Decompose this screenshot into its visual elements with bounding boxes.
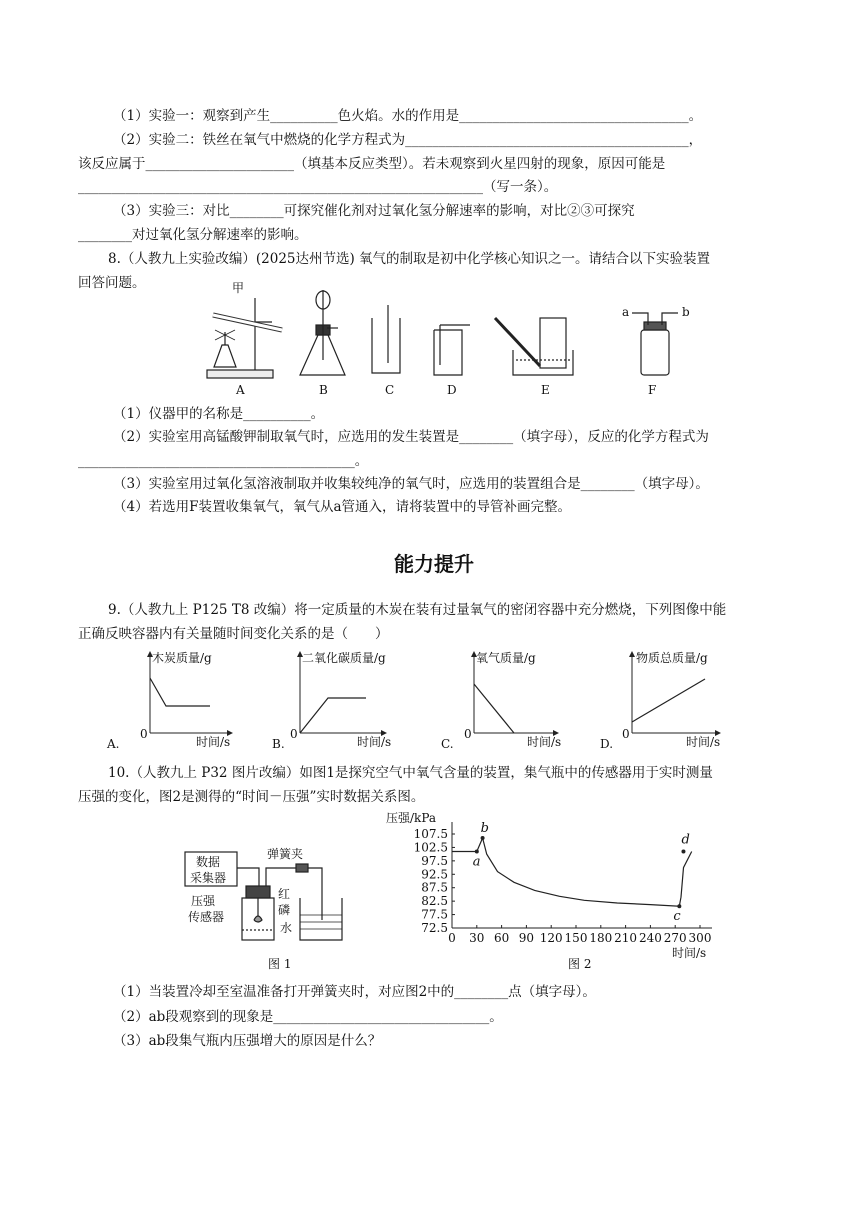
graph-d-xlabel: 时间/s [686,735,721,749]
q10-line1: 10.（人教九上 P32 图片改编）如图1是探究空气中氧气含量的装置，集气瓶中的传感器用于实时测量 [108,765,713,781]
graph-b-ylabel: 二氧化碳质量/g [302,651,386,665]
spring-clip [296,864,308,872]
q7-line3: 该反应属于______________________（填基本反应类型）。若未观察到火星四射的现象，原因可能是 [78,156,666,172]
graph-d-ylabel: 物质总质量/g [636,651,708,665]
graph-d-line [632,679,705,722]
pressure-curve [452,838,692,906]
q8-line3: （1）仪器甲的名称是__________。 [113,406,325,422]
graph-d [600,650,720,751]
apparatus-label-c: C [385,383,395,397]
graph-c-letter: C. [441,737,454,751]
chart-x-tick-label: 270 [663,931,687,945]
chart-xlabel: 时间/s [672,946,707,960]
data-collector-box [185,852,237,886]
graph-c-xlabel: 时间/s [527,735,562,749]
chart-y-tick-label: 92.5 [421,867,448,882]
q10-line4: （2）ab段观察到的现象是________________________________。 [113,1009,503,1025]
chart-x-tick-label: 240 [638,931,662,945]
chart-x-tick-label: 150 [564,931,588,945]
apparatus-label-b: B [319,383,328,397]
jia-label: 甲 [232,281,245,295]
fig1-spring-clip-label: 弹簧夹 [267,847,304,861]
chart-point-b [481,836,485,840]
q7-line4: ____________________________________________________________（写一条）。 [78,179,558,195]
graph-a-ylabel: 木炭质量/g [152,651,212,665]
chart-x-tick-label: 180 [589,931,613,945]
graph-c-zero: 0 [464,727,472,741]
fig1-sensor-label2: 传感器 [188,910,225,924]
chart-point-label-d: d [681,832,690,848]
fig1-water-label: 水 [280,921,293,935]
apparatus-label-f: F [648,383,657,397]
graph-c [441,650,561,751]
q7-line2: （2）实验二：铁丝在氧气中燃烧的化学方程式为__________________________________________， [113,132,703,148]
q9-line1: 9.（人教九上 P125 T8 改编）将一定质量的木炭在装有过量氧气的密闭容器中充分燃烧，下列图像中能 [108,602,727,618]
chart-point-label-c: c [673,909,681,925]
chart-ylabel: 压强/kPa [386,811,437,825]
apparatus-d [434,325,470,375]
chart-y-tick-label: 107.5 [413,827,448,841]
graph-b-xlabel: 时间/s [357,735,392,749]
graph-c-line [474,684,514,733]
fig1-red-p-label2: 磷 [278,903,291,917]
graph-a-line [150,678,210,706]
fig1-data-label1: 数据 [196,855,221,869]
graph-d-zero: 0 [622,727,630,741]
q7-line5: （3）实验三：对比________可探究催化剂对过氧化氢分解速率的影响，对比②③可探究 [113,203,635,219]
section-title: 能力提升 [394,552,474,576]
port-b-label: b [682,305,690,319]
q10-line5: （3）ab段集气瓶内压强增大的原因是什么？ [113,1033,382,1049]
apparatus-b [300,290,345,375]
q9-line2: 正确反映容器内有关量随时间变化关系的是（ ） [78,626,389,642]
q10-line3: （1）当装置冷却至室温准备打开弹簧夹时，对应图2中的________点（填字母）。 [113,984,596,1000]
graph-a [106,650,232,751]
q7-line6: ________对过氧化氢分解速率的影响。 [78,227,308,243]
graph-b [272,650,391,751]
graph-a-xlabel: 时间/s [196,735,231,749]
apparatus-a [207,298,282,378]
graph-a-zero: 0 [140,727,148,741]
apparatus-f [632,313,678,375]
graph-c-ylabel: 氧气质量/g [476,651,536,665]
fig1-data-label2: 采集器 [190,871,227,885]
chart-point-d [681,849,685,853]
chart-y-tick-label: 97.5 [421,853,448,868]
chart-x-tick-label: 30 [469,931,485,945]
chart-point-a [475,849,479,853]
chart-point-label-b: b [480,821,489,837]
apparatus-label-e: E [541,383,550,397]
port-a-label: a [622,305,630,319]
chart-y-tick-label: 102.5 [413,840,448,855]
graph-b-zero: 0 [290,727,298,741]
graph-b-letter: B. [272,737,285,751]
graph-d-letter: D. [600,737,614,751]
chart-x-tick-label: 90 [518,931,535,945]
fig2-caption: 图 2 [568,957,592,971]
chart-y-tick-label: 77.5 [421,907,448,922]
apparatus-label-a: A [236,383,245,397]
q8-line7: （4）若选用F装置收集氧气，氧气从a管通入，请将装置中的导管补画完整。 [113,499,572,515]
fig1-sensor-label1: 压强 [191,894,216,908]
graph-b-line [300,698,366,733]
graph-a-letter: A. [107,737,120,751]
chart-y-tick-label: 72.5 [421,921,448,935]
q8-line6: （3）实验室用过氧化氢溶液制取并收集较纯净的氧气时，应选用的装置组合是________（填字母）。 [113,476,709,492]
apparatus-e [495,318,573,375]
q7-line1: （1）实验一：观察到产生__________色火焰。水的作用是__________________________________。 [113,108,703,124]
q8-line1: 8.（人教九上实验改编）(2025达州节选) 氧气的制取是初中化学核心知识之一。请结合以下实验装置 [108,251,711,267]
q8-line2: 回答问题。 [78,275,146,291]
chart-x-tick-label: 0 [448,931,456,945]
chart-x-tick-label: 300 [688,931,712,945]
apparatus-label-d: D [447,383,457,397]
fig1-red-p-label1: 红 [278,887,291,901]
chart-point-label-a: a [472,854,481,870]
chart-x-tick-label: 210 [614,931,638,945]
q10-line2: 压强的变化，图2是测得的“时间－压强”实时数据关系图。 [78,789,425,805]
chart-x-tick-label: 60 [493,931,510,945]
chart-y-tick-label: 82.5 [421,894,448,909]
apparatus-c [372,305,400,373]
chart-point-c [677,904,681,908]
q8-line4: （2）实验室用高锰酸钾制取氧气时，应选用的发生装置是________（填字母），反应的化学方程式为 [113,429,709,445]
chart-y-tick-label: 87.5 [421,880,448,895]
fig1-caption: 图 1 [268,957,292,971]
q8-line5: _________________________________________。 [78,453,369,469]
chart-x-tick-label: 120 [539,931,563,945]
gas-bottle [242,898,274,940]
